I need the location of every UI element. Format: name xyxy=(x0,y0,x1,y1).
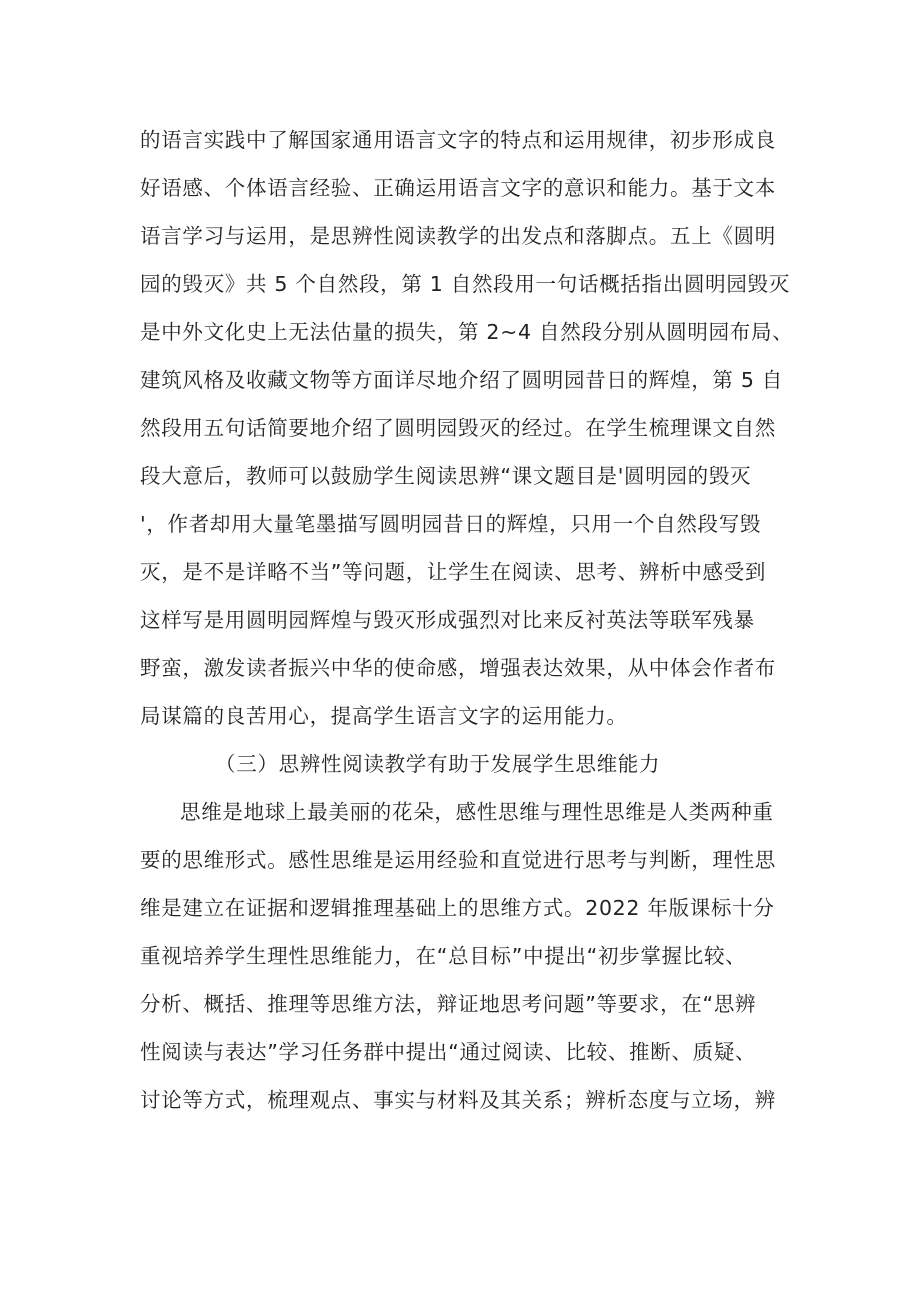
section-heading: （三）思辨性阅读教学有助于发展学生思维能力 xyxy=(215,752,661,776)
paragraph1-line: 这样写是用圆明园辉煌与毁灭形成强烈对比来反衬英法等联军残暴 xyxy=(140,608,755,632)
paragraph2-line: 讨论等方式，梳理观点、事实与材料及其关系；辨析态度与立场，辨 xyxy=(140,1088,776,1112)
paragraph1-line: '，作者却用大量笔墨描写圆明园昔日的辉煌，只用一个自然段写毁 xyxy=(140,512,762,536)
paragraph1-line: 段大意后，教师可以鼓励学生阅读思辨“课文题目是'圆明园的毁灭 xyxy=(140,464,752,488)
paragraph2-line: 分析、概括、推理等思维方法，辩证地思考问题”等要求，在“思辨 xyxy=(140,992,757,1016)
paragraph1-line: 的语言实践中了解国家通用语言文字的特点和运用规律，初步形成良 xyxy=(140,128,776,152)
paragraph1-line: 语言学习与运用，是思辨性阅读教学的出发点和落脚点。五上《圆明 xyxy=(140,224,776,248)
paragraph1-line: 是中外文化史上无法估量的损失，第 2~4 自然段分别从圆明园布局、 xyxy=(140,320,794,344)
paragraph2-line: 性阅读与表达”学习任务群中提出“通过阅读、比较、推断、质疑、 xyxy=(140,1040,757,1064)
paragraph1-line: 野蛮，激发读者振兴中华的使命感，增强表达效果，从中体会作者布 xyxy=(140,656,776,680)
paragraph1-line: 灭，是不是详略不当”等问题，让学生在阅读、思考、辨析中感受到 xyxy=(140,560,767,584)
paragraph1-line: 好语感、个体语言经验、正确运用语言文字的意识和能力。基于文本 xyxy=(140,176,776,200)
paragraph1-line: 建筑风格及收藏文物等方面详尽地介绍了圆明园昔日的辉煌，第 5 自 xyxy=(140,368,783,392)
paragraph2-line: 维是建立在证据和逻辑推理基础上的思维方式。2022 年版课标十分 xyxy=(140,896,775,920)
paragraph1-line: 然段用五句话简要地介绍了圆明园毁灭的经过。在学生梳理课文自然 xyxy=(140,416,776,440)
paragraph2-line: 重视培养学生理性思维能力，在“总目标”中提出“初步掌握比较、 xyxy=(140,944,747,968)
paragraph2-line: 思维是地球上最美丽的花朵，感性思维与理性思维是人类两种重 xyxy=(180,800,774,824)
paragraph1-line: 局谋篇的良苦用心，提高学生语言文字的运用能力。 xyxy=(140,704,628,728)
paragraph1-line: 园的毁灭》共 5 个自然段，第 1 自然段用一句话概括指出圆明园毁灭 xyxy=(140,272,790,296)
paragraph2-line: 要的思维形式。感性思维是运用经验和直觉进行思考与判断，理性思 xyxy=(140,848,776,872)
